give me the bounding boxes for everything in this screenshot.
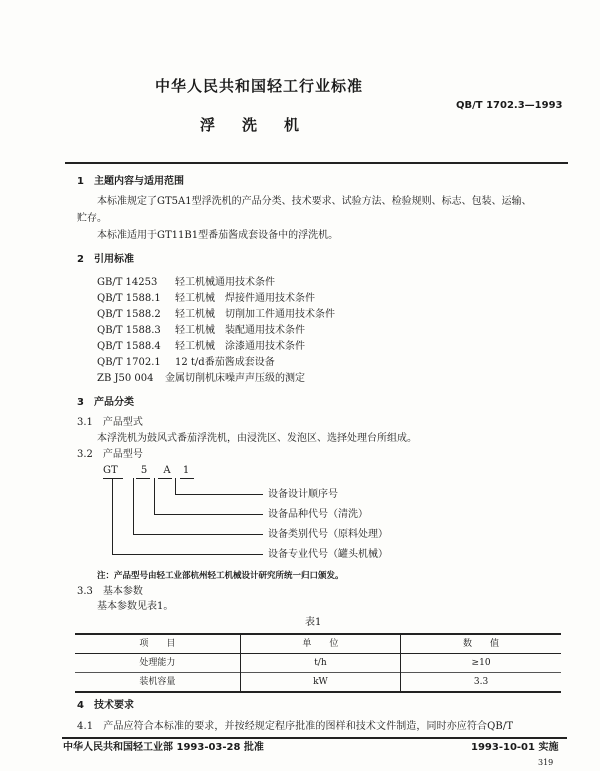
reference-item (97, 324, 305, 337)
reference-title: 轻工机械 涂漆通用技术条件 (175, 341, 305, 352)
reference-code: QB/T 1588.4 (97, 341, 161, 352)
table-caption: 表1 (305, 617, 322, 628)
section-1-heading: 1 主题内容与适用范围 (77, 176, 184, 187)
model-label-design-sequence: 设备设计顺序号 (268, 489, 338, 500)
reference-code: ZB J50 004 (97, 373, 154, 384)
table-cell: 3.3 (401, 673, 561, 693)
section-3-3-heading: 3.3 基本参数 (77, 586, 143, 597)
model-code-note: 注：产品型号由轻工业部杭州轻工机械设计研究所统一归口颁发。 (97, 571, 344, 581)
reference-item (97, 308, 335, 321)
section-1-paragraph-2: 本标准适用于GT11B1型番茄酱成套设备中的浮洗机。 (97, 230, 339, 241)
model-underline-5 (136, 478, 150, 479)
reference-code: QB/T 1588.3 (97, 325, 161, 336)
table-row (75, 673, 561, 693)
connector-vertical (154, 478, 155, 515)
table-cell: kW (240, 673, 400, 693)
reference-item (97, 356, 275, 369)
reference-title: 轻工机械通用技术条件 (175, 277, 275, 288)
connector-horizontal (112, 554, 263, 555)
section-3-heading: 3 产品分类 (77, 397, 134, 408)
table-header-row (75, 634, 561, 654)
reference-title: 12 t/d番茄酱成套设备 (175, 357, 275, 368)
table-row (75, 654, 561, 673)
connector-vertical (112, 478, 113, 555)
table-header-value: 数 值 (401, 634, 561, 654)
connector-horizontal (133, 534, 263, 535)
model-code-digit-5: 5 (140, 465, 148, 476)
header-divider (65, 162, 568, 164)
connector-vertical (175, 478, 176, 495)
reference-item (97, 340, 305, 353)
table-header-unit: 单 位 (240, 634, 400, 654)
footer-divider (62, 737, 567, 739)
table-cell: t/h (240, 654, 400, 673)
section-3-1-text: 本浮洗机为鼓风式番茄浮洗机，由浸洗区、发泡区、选择处理台所组成。 (97, 433, 417, 444)
issuing-org: 中华人民共和国轻工行业标准 (155, 77, 364, 95)
connector-vertical (133, 478, 134, 535)
reference-title: 金属切削机床噪声声压级的测定 (165, 373, 305, 384)
reference-item (97, 372, 305, 385)
section-3-3-text: 基本参数见表1。 (97, 601, 174, 612)
effective-date: 1993-10-01 实施 (471, 742, 559, 753)
section-2-heading: 2 引用标准 (77, 254, 134, 265)
model-code-letter-a: A (163, 465, 171, 476)
model-label-variety-code: 设备品种代号（清洗） (268, 509, 368, 520)
model-underline-1 (180, 478, 194, 479)
standard-code: QB/T 1702.3—1993 (456, 100, 563, 111)
table-header-item: 项 目 (75, 634, 240, 654)
section-4-1-text: 4.1 产品应符合本标准的要求，并按经规定程序批准的图样和技术文件制造，同时亦应符合QB/T (77, 721, 514, 732)
reference-title: 轻工机械 切削加工件通用技术条件 (175, 309, 335, 320)
section-3-1-heading: 3.1 产品型式 (77, 417, 143, 428)
table-cell: 装机容量 (75, 673, 240, 693)
model-underline-gt (103, 478, 123, 479)
parameters-table (75, 633, 561, 693)
model-label-specialty-code: 设备专业代号（罐头机械） (268, 549, 388, 560)
section-1-paragraph-1: 本标准规定了GT5A1型浮洗机的产品分类、技术要求、试验方法、检验规则、标志、包装、运输、 (97, 196, 532, 207)
connector-horizontal (175, 494, 263, 495)
connector-horizontal (154, 514, 263, 515)
reference-code: QB/T 1702.1 (97, 357, 161, 368)
model-code-letters-gt: GT (103, 465, 118, 476)
model-code-digit-1: 1 (182, 465, 190, 476)
reference-item (97, 292, 315, 305)
table-cell: 处理能力 (75, 654, 240, 673)
document-title: 浮 洗 机 (200, 116, 306, 134)
reference-title: 轻工机械 装配通用技术条件 (175, 325, 305, 336)
section-1-paragraph-1-cont: 贮存。 (77, 213, 107, 224)
model-code (103, 464, 193, 477)
approval-line: 中华人民共和国轻工业部 1993-03-28 批准 (63, 742, 264, 753)
model-underline-a (158, 478, 172, 479)
reference-code: QB/T 1588.2 (97, 309, 161, 320)
section-4-heading: 4 技术要求 (77, 700, 134, 711)
reference-code: QB/T 1588.1 (97, 293, 161, 304)
table-cell: ≥10 (401, 654, 561, 673)
section-3-2-heading: 3.2 产品型号 (77, 449, 143, 460)
reference-title: 轻工机械 焊接件通用技术条件 (175, 293, 315, 304)
model-label-category-code: 设备类别代号（原料处理） (268, 529, 388, 540)
reference-code: GB/T 14253 (97, 277, 158, 288)
page-number: 319 (538, 758, 554, 767)
reference-item (97, 276, 275, 289)
